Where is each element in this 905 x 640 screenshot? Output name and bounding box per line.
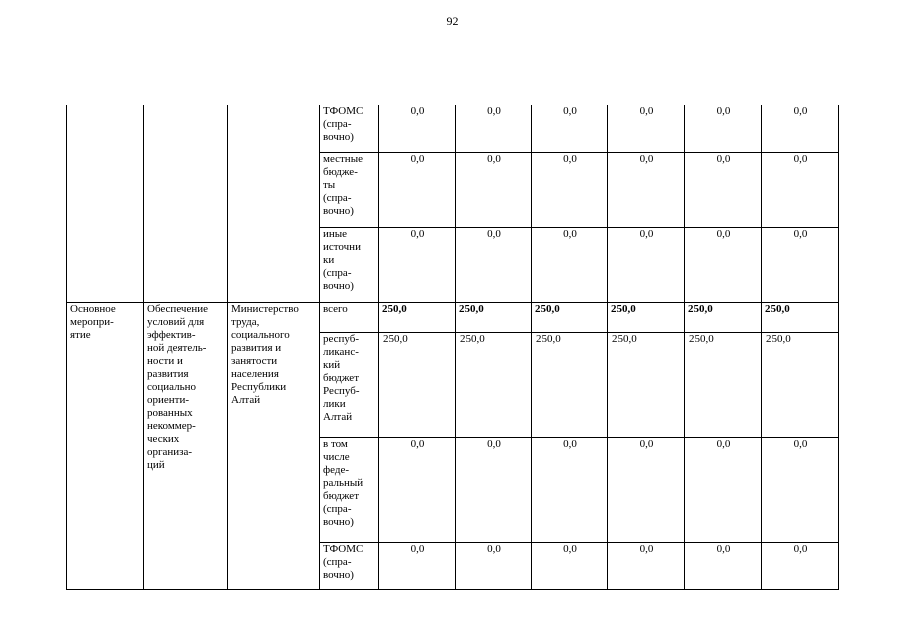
value-cell: 0,0 [532, 105, 608, 152]
budget-table [66, 105, 839, 590]
value-cell: 0,0 [685, 227, 762, 302]
value-cell: 0,0 [762, 542, 839, 589]
value-cell: 0,0 [685, 542, 762, 589]
value-cell: 0,0 [532, 542, 608, 589]
activity-type-cell: Основное меропри- ятие [67, 302, 144, 589]
cont-activity-type-cell [67, 105, 144, 302]
value-cell: 250,0 [379, 332, 456, 437]
source-cell: иные источни ки (спра- вочно) [320, 227, 379, 302]
total-value-cell: 250,0 [456, 302, 532, 332]
value-cell: 0,0 [379, 227, 456, 302]
value-cell: 0,0 [762, 105, 839, 152]
value-cell: 250,0 [762, 332, 839, 437]
value-cell: 0,0 [608, 542, 685, 589]
value-cell: 0,0 [456, 227, 532, 302]
value-cell: 0,0 [456, 437, 532, 542]
value-cell: 0,0 [762, 152, 839, 227]
total-value-cell: 250,0 [685, 302, 762, 332]
source-cell: респуб- ликанс- кий бюджет Респуб- лики Алтай [320, 332, 379, 437]
table-row [67, 302, 839, 332]
total-value-cell: 250,0 [608, 302, 685, 332]
source-cell: в том числе феде- ральный бюджет (спра- вочно) [320, 437, 379, 542]
value-cell: 0,0 [608, 105, 685, 152]
value-cell: 0,0 [379, 437, 456, 542]
value-cell: 250,0 [608, 332, 685, 437]
value-cell: 250,0 [456, 332, 532, 437]
source-cell: ТФОМС (спра- вочно) [320, 105, 379, 152]
value-cell: 0,0 [456, 105, 532, 152]
value-cell: 0,0 [456, 542, 532, 589]
value-cell: 0,0 [532, 152, 608, 227]
value-cell: 0,0 [379, 152, 456, 227]
value-cell: 250,0 [532, 332, 608, 437]
value-cell: 0,0 [532, 227, 608, 302]
value-cell: 250,0 [685, 332, 762, 437]
total-value-cell: 250,0 [762, 302, 839, 332]
value-cell: 0,0 [685, 437, 762, 542]
source-cell: ТФОМС (спра- вочно) [320, 542, 379, 589]
value-cell: 0,0 [379, 105, 456, 152]
value-cell: 0,0 [608, 227, 685, 302]
activity-name-cell: Обеспечение условий для эффектив- ной деятель- ности и развития социально ориенти- рованных некоммер- ческих организа- ций [144, 302, 228, 589]
total-value-cell: 250,0 [379, 302, 456, 332]
executor-cell: Министерство труда, социального развития и занятости населения Республики Алтай [228, 302, 320, 589]
value-cell: 0,0 [532, 437, 608, 542]
source-cell: всего [320, 302, 379, 332]
value-cell: 0,0 [379, 542, 456, 589]
cont-activity-name-cell [144, 105, 228, 302]
value-cell: 0,0 [608, 152, 685, 227]
value-cell: 0,0 [685, 152, 762, 227]
value-cell: 0,0 [762, 227, 839, 302]
value-cell: 0,0 [456, 152, 532, 227]
value-cell: 0,0 [762, 437, 839, 542]
total-value-cell: 250,0 [532, 302, 608, 332]
value-cell: 0,0 [608, 437, 685, 542]
cont-executor-cell [228, 105, 320, 302]
table-row [67, 105, 839, 152]
source-cell: местные бюдже- ты (спра- вочно) [320, 152, 379, 227]
value-cell: 0,0 [685, 105, 762, 152]
page-number: 92 [446, 14, 459, 28]
